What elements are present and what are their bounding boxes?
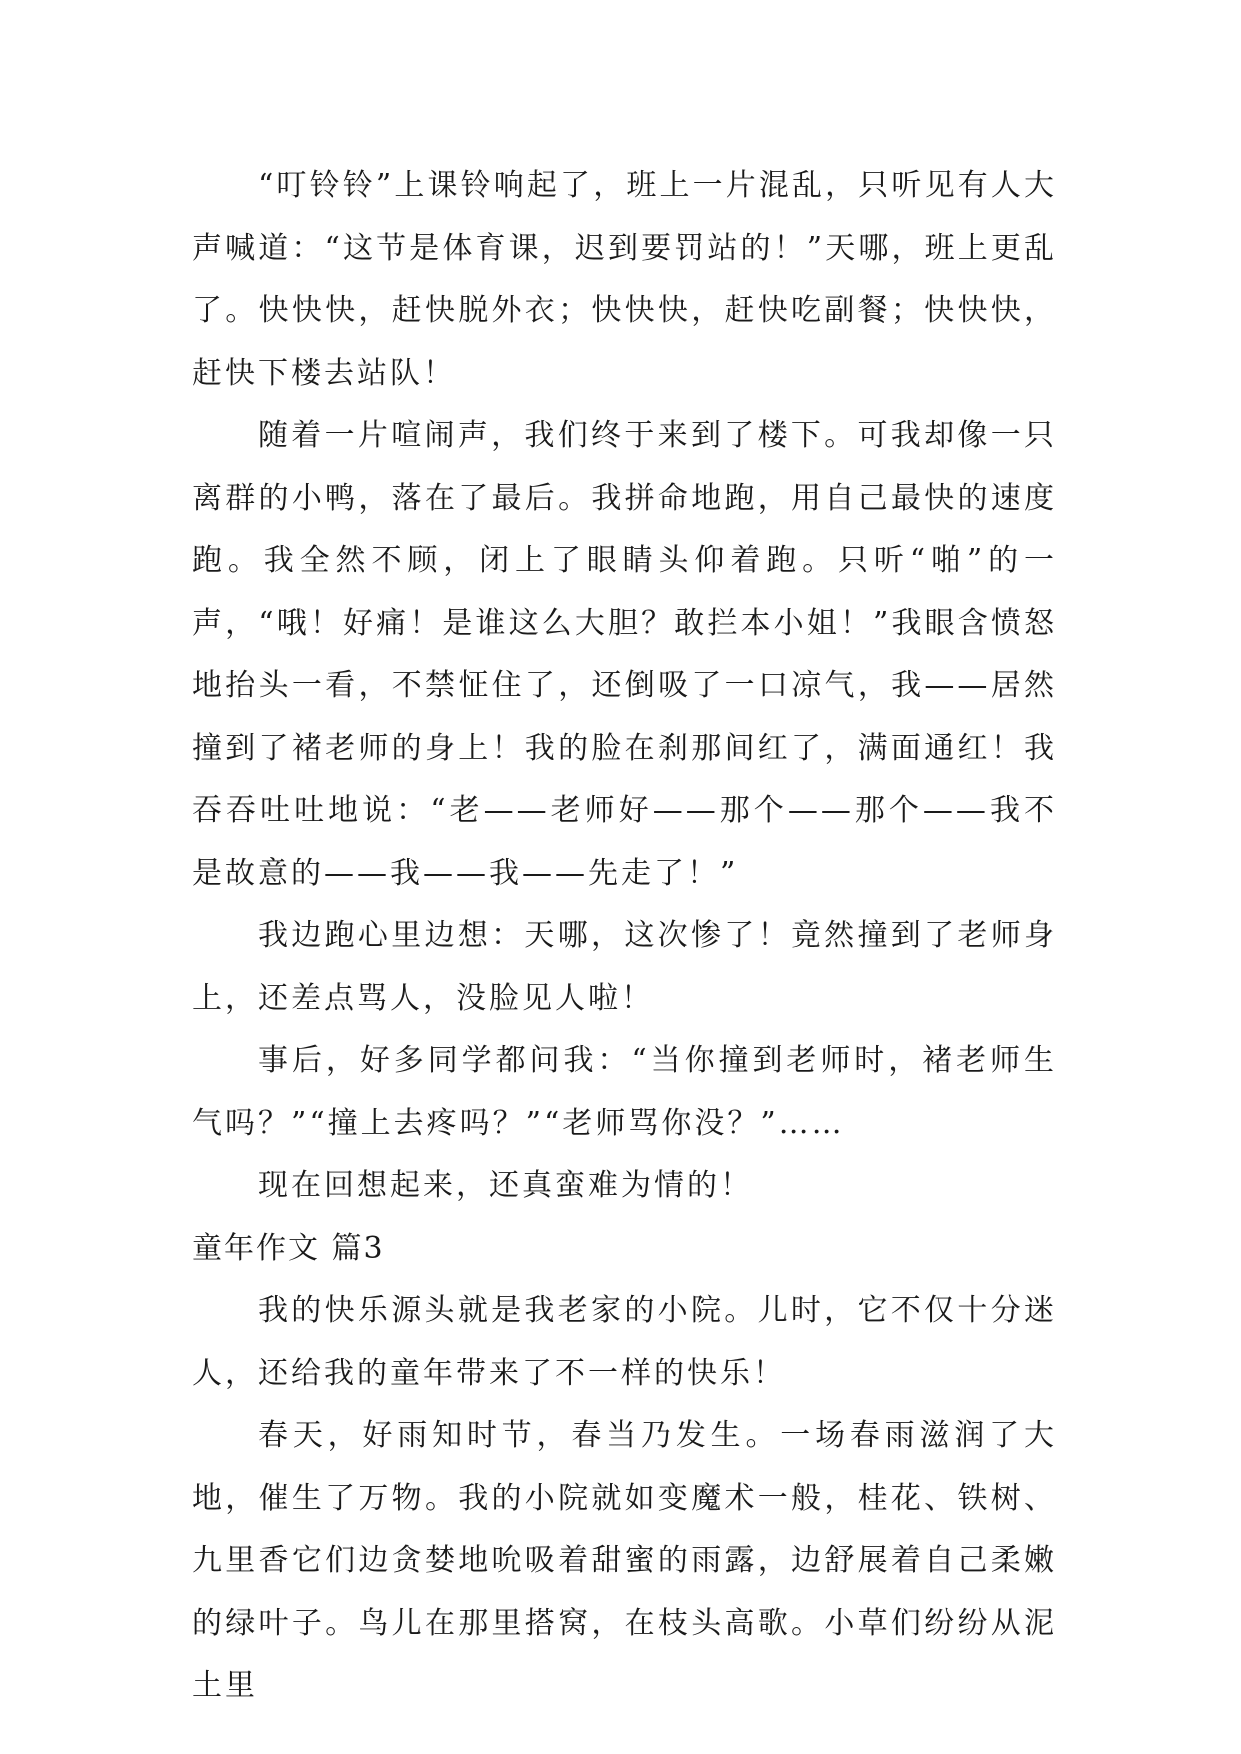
document-body	[192, 155, 1057, 1718]
paragraph-recall: 现在回想起来，还真蛮难为情的！	[258, 1168, 753, 1203]
section-heading: 童年作文 篇3	[192, 1230, 385, 1266]
paragraph-courtyard-intro: 我的快乐源头就是我老家的小院。儿时，它不仅十分迷人，还给我的童年带来了不一样的快乐！	[192, 1293, 1057, 1391]
paragraph-classmates-ask: 事后，好多同学都问我：“当你撞到老师时，褚老师生气吗？”“撞上去疼吗？”“老师骂你没？”……	[192, 1043, 1057, 1141]
paragraph-spring: 春天，好雨知时节，春当乃发生。一场春雨滋润了大地，催生了万物。我的小院就如变魔术一般，桂花、铁树、九里香它们边贪婪地吮吸着甜蜜的雨露，边舒展着自己柔嫩的绿叶子。鸟儿在那里搭窝，在枝头高歌。小草们纷纷从泥土里	[192, 1418, 1057, 1703]
paragraph-running-collision: 随着一片喧闹声，我们终于来到了楼下。可我却像一只离群的小鸭，落在了最后。我拼命地跑，用自己最快的速度跑。我全然不顾，闭上了眼睛头仰着跑。只听“啪”的一声，“哦！好痛！是谁这么大胆？敢拦本小姐！”我眼含愤怒地抬头一看，不禁怔住了，还倒吸了一口凉气，我——居然撞到了褚老师的身上！我的脸在刹那间红了，满面通红！我吞吞吐吐地说：“老——老师好——那个——那个——我不是故意的——我——我——先走了！”	[192, 418, 1057, 891]
paragraph-thinking: 我边跑心里边想：天哪，这次惨了！竟然撞到了老师身上，还差点骂人，没脸见人啦！	[192, 918, 1057, 1016]
paragraph-bell-rings: “叮铃铃”上课铃响起了，班上一片混乱，只听见有人大声喊道：“这节是体育课，迟到要罚站的！”天哪，班上更乱了。快快快，赶快脱外衣；快快快，赶快吃副餐；快快快，赶快下楼去站队！	[192, 168, 1057, 391]
